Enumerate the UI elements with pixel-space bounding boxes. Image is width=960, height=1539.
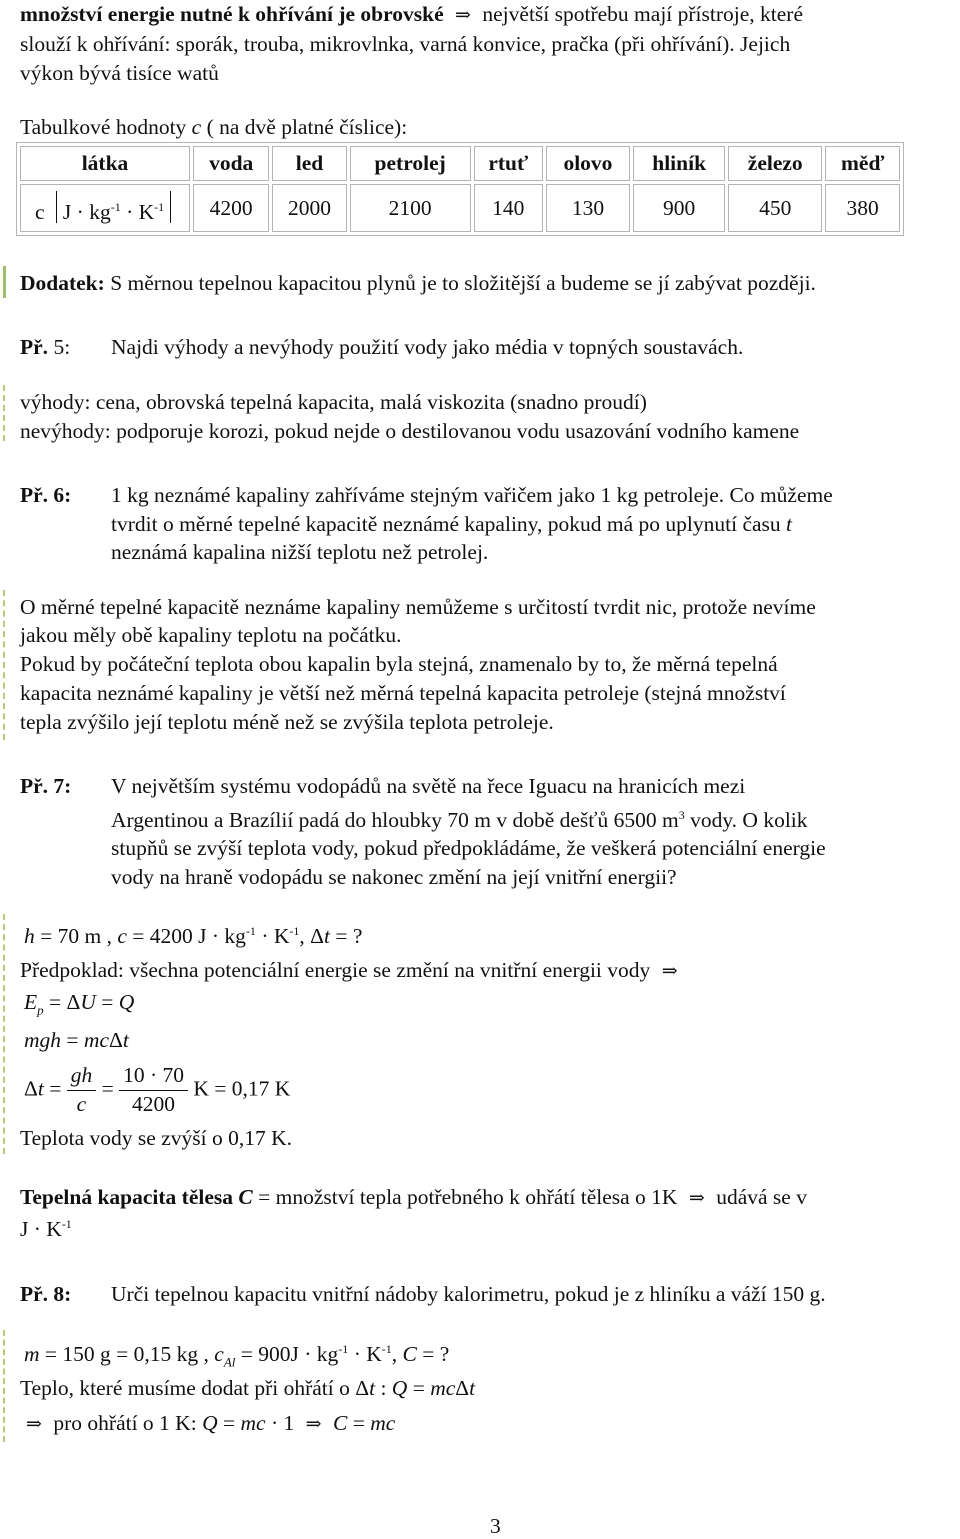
example-6-answer-4: kapacita neznámé kapaliny je větší než měrná tepelná kapacita petroleje (stejná množství [20, 681, 786, 705]
table-cell: 900 [633, 184, 725, 232]
example-8-final: ⇒ pro ohřátí o 1 K: Q = mc · 1 ⇒ C = mc [20, 1413, 395, 1435]
example-7-line-2: Argentinou a Brazílií padá do hloubky 70 m v době dešťů 6500 $m^3$ vody. O kolik [111, 808, 808, 833]
table-cell: 140 [474, 184, 543, 232]
definition-unit: $J \cdot K^{-1}$ [20, 1217, 72, 1242]
table-header-row [20, 146, 900, 181]
table-header-cell: rtuť [474, 146, 543, 181]
example-6-answer-2: jakou měly obě kapaliny teplotu na počátku. [20, 623, 402, 647]
table-caption: Tabulkové hodnoty c ( na dvě platné číslice): [20, 115, 408, 139]
example-5-vyhody: výhody: cena, obrovská tepelná kapacita, malá viskozita (snadno proudí) [20, 390, 647, 414]
margin-marker [3, 1330, 9, 1442]
definition: Tepelná kapacita tělesa C = množství tepla potřebného k ohřátí tělesa o 1K ⇒ udává se v [20, 1185, 807, 1209]
example-6-line-3: neznámá kapalina nižší teplotu než petrolej. [111, 540, 489, 564]
example-7-equation-1: $E_p = \Delta U = Q$ [24, 990, 135, 1018]
implies-arrow-icon: ⇒ [661, 960, 678, 982]
example-7-line-3: stupňů se zvýší teplota vody, pokud předpokládáme, že veškerá potenciální energie [111, 836, 826, 860]
example-7-assumption: Předpoklad: všechna potenciální energie se změní na vnitřní energii vody ⇒ [20, 960, 684, 982]
unit-cell: c $J \cdot kg^{-1} \cdot K^{-1}$ [20, 184, 190, 232]
fraction: $\frac{10 \cdot 70}{4200}$ [119, 1062, 188, 1119]
specific-heat-table [16, 142, 904, 236]
implies-arrow-icon: ⇒ [305, 1413, 322, 1435]
intro-line-3: výkon bývá tisíce watů [20, 61, 219, 85]
margin-marker [3, 385, 9, 441]
margin-marker [3, 590, 9, 740]
implies-arrow-icon: ⇒ [455, 4, 471, 26]
table-cell: 380 [825, 184, 900, 232]
table-header-cell: měď [825, 146, 900, 181]
example-6-answer-5: tepla zvýšilo její teplotu méně než se zvýšila teplota petroleje. [20, 710, 554, 734]
intro-line-1-rest: největší spotřebu mají přístroje, které [482, 2, 804, 26]
margin-marker [3, 266, 10, 298]
dodatek: Dodatek: S měrnou tepelnou kapacitou plynů je to složitější a budeme se jí zabývat později. [20, 271, 816, 295]
example-7-line-1: V největším systému vodopádů na světě na řece Iguacu na hranicích mezi [111, 774, 746, 798]
example-7-given: h = 70 m , c = 4200 $J \cdot kg^{-1} \cdot K^{-1}$, Δt = ? [24, 924, 363, 949]
implies-arrow-icon: ⇒ [688, 1187, 705, 1209]
example-8-heat: Teplo, které musíme dodat při ohřátí o Δt : Q = mcΔt [20, 1376, 476, 1400]
table-cell: 450 [728, 184, 822, 232]
table-header-cell: voda [193, 146, 269, 181]
table-cell: 4200 [193, 184, 269, 232]
example-7-line-4: vody na hraně vodopádu se nakonec změní na její vnitřní energii? [111, 865, 677, 889]
table-header-cell: olovo [546, 146, 630, 181]
example-6-answer-1: O měrné tepelné kapacitě neznáme kapaliny nemůžeme s určitostí tvrdit nic, protože nevíme [20, 595, 816, 619]
table-cell: 130 [546, 184, 630, 232]
example-7-equation-3: Δt = $\frac{gh}{c}$ = $\frac{10 \cdot 70}{4200}$ K = 0,17 K [24, 1062, 290, 1119]
example-6-answer-3: Pokud by počáteční teplota obou kapalin byla stejná, znamenalo by to, že měrná tepelná [20, 652, 778, 676]
example-8-label: Př. 8: [20, 1282, 72, 1306]
example-8-text: Urči tepelnou kapacitu vnitřní nádoby kalorimetru, pokud je z hliníku a váží 150 g. [111, 1282, 826, 1306]
example-5: Př. 5: [20, 335, 71, 359]
example-5-nevyhody: nevýhody: podporuje korozi, pokud nejde o destilovanou vodu usazování vodního kamene [20, 419, 800, 443]
table-cell: 2000 [272, 184, 346, 232]
table-header-cell: látka [20, 146, 190, 181]
example-5-text: Najdi výhody a nevýhody použití vody jako média v topných soustavách. [111, 335, 744, 359]
table-header-cell: led [272, 146, 346, 181]
example-7-result: Teplota vody se zvýší o 0,17 K. [20, 1126, 292, 1150]
table-header-cell: hliník [633, 146, 725, 181]
implies-arrow-icon: ⇒ [26, 1413, 42, 1435]
example-7-equation-2: mgh = mcΔt [24, 1028, 129, 1052]
page-number: 3 [490, 1514, 501, 1538]
example-6-line-2: tvrdit o měrné tepelné kapacitě neznámé kapaliny, pokud má po uplynutí času t [111, 512, 793, 536]
fraction: $\frac{gh}{c}$ [67, 1062, 97, 1119]
intro-line-1 [20, 4, 803, 26]
table-cell: 2100 [350, 184, 471, 232]
example-6-label: Př. 6: [20, 483, 72, 507]
unit-bracket: $J \cdot kg^{-1} \cdot K^{-1}$ [56, 191, 171, 223]
intro-bold: množství energie nutné k ohřívání je obrovské [20, 2, 444, 26]
intro-line-2: slouží k ohřívání: sporák, trouba, mikrovlnka, varná konvice, pračka (při ohřívání). Jejich [20, 32, 791, 56]
example-7-label: Př. 7: [20, 774, 72, 798]
table-row [20, 184, 900, 232]
margin-marker [3, 914, 9, 1154]
table-header-cell: petrolej [350, 146, 471, 181]
table-header-cell: železo [728, 146, 822, 181]
example-6-line-1: 1 kg neznámé kapaliny zahříváme stejným vařičem jako 1 kg petroleje. Co můžeme [111, 483, 833, 507]
example-8-given: m = 150 g = 0,15 kg , $c_{Al} = 900J \cdot kg^{-1} \cdot K^{-1}$, C = ? [24, 1342, 450, 1370]
